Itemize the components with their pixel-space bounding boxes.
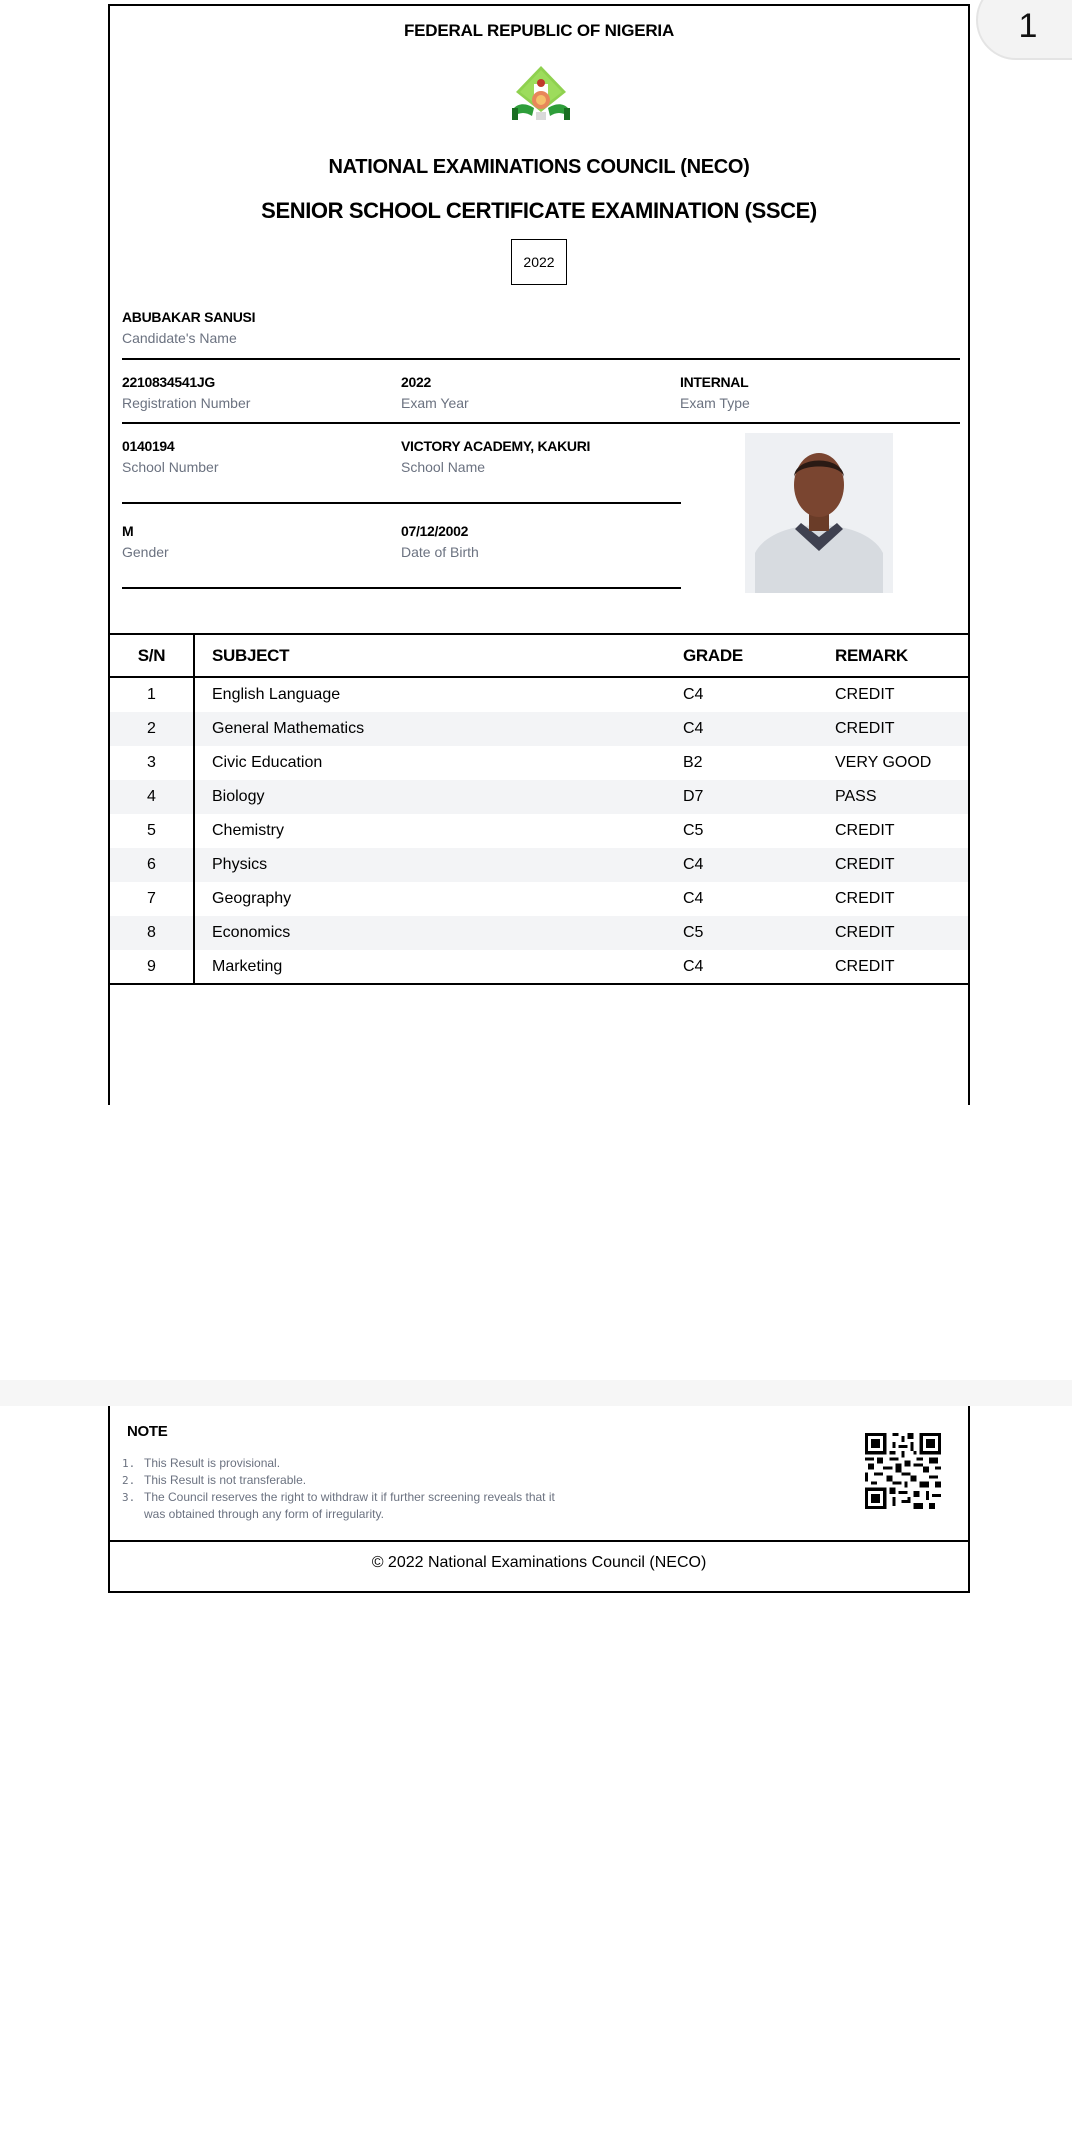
note-item	[122, 1489, 564, 1523]
gender-field	[122, 522, 169, 562]
council-title: NATIONAL EXAMINATIONS COUNCIL (NECO)	[328, 156, 750, 178]
candidate-photo	[745, 433, 893, 593]
candidate-name-label: Candidate's Name	[122, 330, 237, 346]
page-number-indicator	[976, 0, 1072, 60]
note-item	[122, 1472, 564, 1489]
result-row	[110, 712, 968, 746]
exam-type-label: Exam Type	[680, 395, 750, 411]
result-grade: C4	[683, 890, 704, 907]
note-text: This Result is provisional.	[144, 1456, 281, 1470]
result-remark: CREDIT	[835, 822, 895, 839]
result-page-2	[108, 1406, 970, 1593]
note-title: NOTE	[127, 1423, 168, 1440]
registration-number-field	[122, 373, 250, 413]
result-sn: 1	[147, 686, 156, 703]
results-table	[110, 633, 968, 984]
result-grade: C4	[683, 720, 704, 737]
table-bottom-border	[110, 983, 968, 985]
neco-logo-icon	[508, 64, 574, 126]
result-grade: C4	[683, 958, 704, 975]
result-sn: 2	[147, 720, 156, 737]
result-sn: 5	[147, 822, 156, 839]
result-remark: CREDIT	[835, 720, 895, 737]
exam-type-field	[680, 373, 750, 413]
result-sn: 7	[147, 890, 156, 907]
exam-title: SENIOR SCHOOL CERTIFICATE EXAMINATION (SSCE)	[261, 198, 817, 223]
qr-code-icon	[865, 1433, 941, 1509]
school-number-value: 0140194	[122, 438, 175, 454]
result-grade: C4	[683, 686, 704, 703]
result-row	[110, 814, 968, 848]
column-header-remark: REMARK	[835, 646, 908, 665]
result-row	[110, 882, 968, 916]
note-list	[122, 1455, 564, 1523]
candidate-name-value: ABUBAKAR SANUSI	[122, 309, 256, 325]
school-name-value: VICTORY ACADEMY, KAKURI	[401, 438, 591, 454]
result-subject: Civic Education	[212, 754, 323, 771]
gender-label: Gender	[122, 544, 169, 560]
result-remark: CREDIT	[835, 686, 895, 703]
result-sn: 4	[147, 788, 156, 805]
footer-divider	[110, 1540, 968, 1542]
note-number: 1.	[122, 1457, 136, 1470]
result-row	[110, 746, 968, 780]
page-number: 1	[1018, 7, 1038, 45]
divider	[122, 502, 681, 504]
candidate-name-field	[122, 308, 255, 348]
school-name-label: School Name	[401, 459, 486, 475]
copyright-footer: © 2022 National Examinations Council (NECO)	[371, 1554, 707, 1571]
result-sn: 6	[147, 856, 156, 873]
page-break-band	[0, 1380, 1072, 1406]
result-row	[110, 950, 968, 984]
result-subject: English Language	[212, 686, 341, 703]
result-remark: VERY GOOD	[835, 754, 932, 771]
result-subject: General Mathematics	[212, 720, 365, 737]
divider	[122, 587, 681, 589]
date-of-birth-label: Date of Birth	[401, 544, 479, 560]
result-row	[110, 678, 968, 712]
result-remark: PASS	[835, 788, 877, 805]
result-subject: Marketing	[212, 958, 283, 975]
date-of-birth-field	[401, 522, 479, 562]
gender-value: M	[122, 523, 134, 539]
note-number: 3.	[122, 1491, 136, 1504]
school-number-label: School Number	[122, 459, 219, 475]
divider	[122, 358, 960, 360]
result-grade: C4	[683, 856, 704, 873]
column-header-sn: S/N	[137, 646, 166, 665]
result-row	[110, 780, 968, 814]
result-sn: 9	[147, 958, 156, 975]
column-header-subject: SUBJECT	[212, 646, 290, 665]
result-remark: CREDIT	[835, 856, 895, 873]
result-grade: C5	[683, 924, 704, 941]
date-of-birth-value: 07/12/2002	[401, 523, 469, 539]
result-sn: 3	[147, 754, 156, 771]
school-name-field	[401, 437, 590, 477]
result-subject: Economics	[212, 924, 291, 941]
result-subject: Geography	[212, 890, 292, 907]
result-subject: Physics	[212, 856, 268, 873]
exam-year-field	[401, 373, 469, 413]
result-sn: 8	[147, 924, 156, 941]
exam-type-value: INTERNAL	[680, 374, 749, 390]
column-header-grade: GRADE	[683, 646, 743, 665]
school-number-field	[122, 437, 219, 477]
exam-year-box: 2022	[511, 239, 567, 285]
note-text: This Result is not transferable.	[144, 1473, 307, 1487]
registration-number-label: Registration Number	[122, 395, 251, 411]
results-table-header	[110, 635, 968, 678]
result-row	[110, 916, 968, 950]
note-number: 2.	[122, 1474, 136, 1487]
result-row	[110, 848, 968, 882]
result-page-1	[108, 4, 970, 1105]
divider	[122, 422, 960, 424]
note-item	[122, 1455, 564, 1472]
registration-number-value: 2210834541JG	[122, 374, 215, 390]
result-grade: D7	[683, 788, 704, 805]
result-subject: Chemistry	[212, 822, 285, 839]
result-remark: CREDIT	[835, 924, 895, 941]
exam-year-value: 2022	[401, 374, 431, 390]
result-remark: CREDIT	[835, 958, 895, 975]
result-remark: CREDIT	[835, 890, 895, 907]
result-subject: Biology	[212, 788, 265, 805]
exam-year-label: Exam Year	[401, 395, 469, 411]
result-grade: C5	[683, 822, 704, 839]
note-text: The Council reserves the right to withdraw it if further screening reveals that it was obtained through any form of irregularity.	[144, 1490, 555, 1521]
table-column-divider	[193, 633, 195, 985]
result-grade: B2	[683, 754, 703, 771]
country-heading: FEDERAL REPUBLIC OF NIGERIA	[403, 21, 675, 40]
